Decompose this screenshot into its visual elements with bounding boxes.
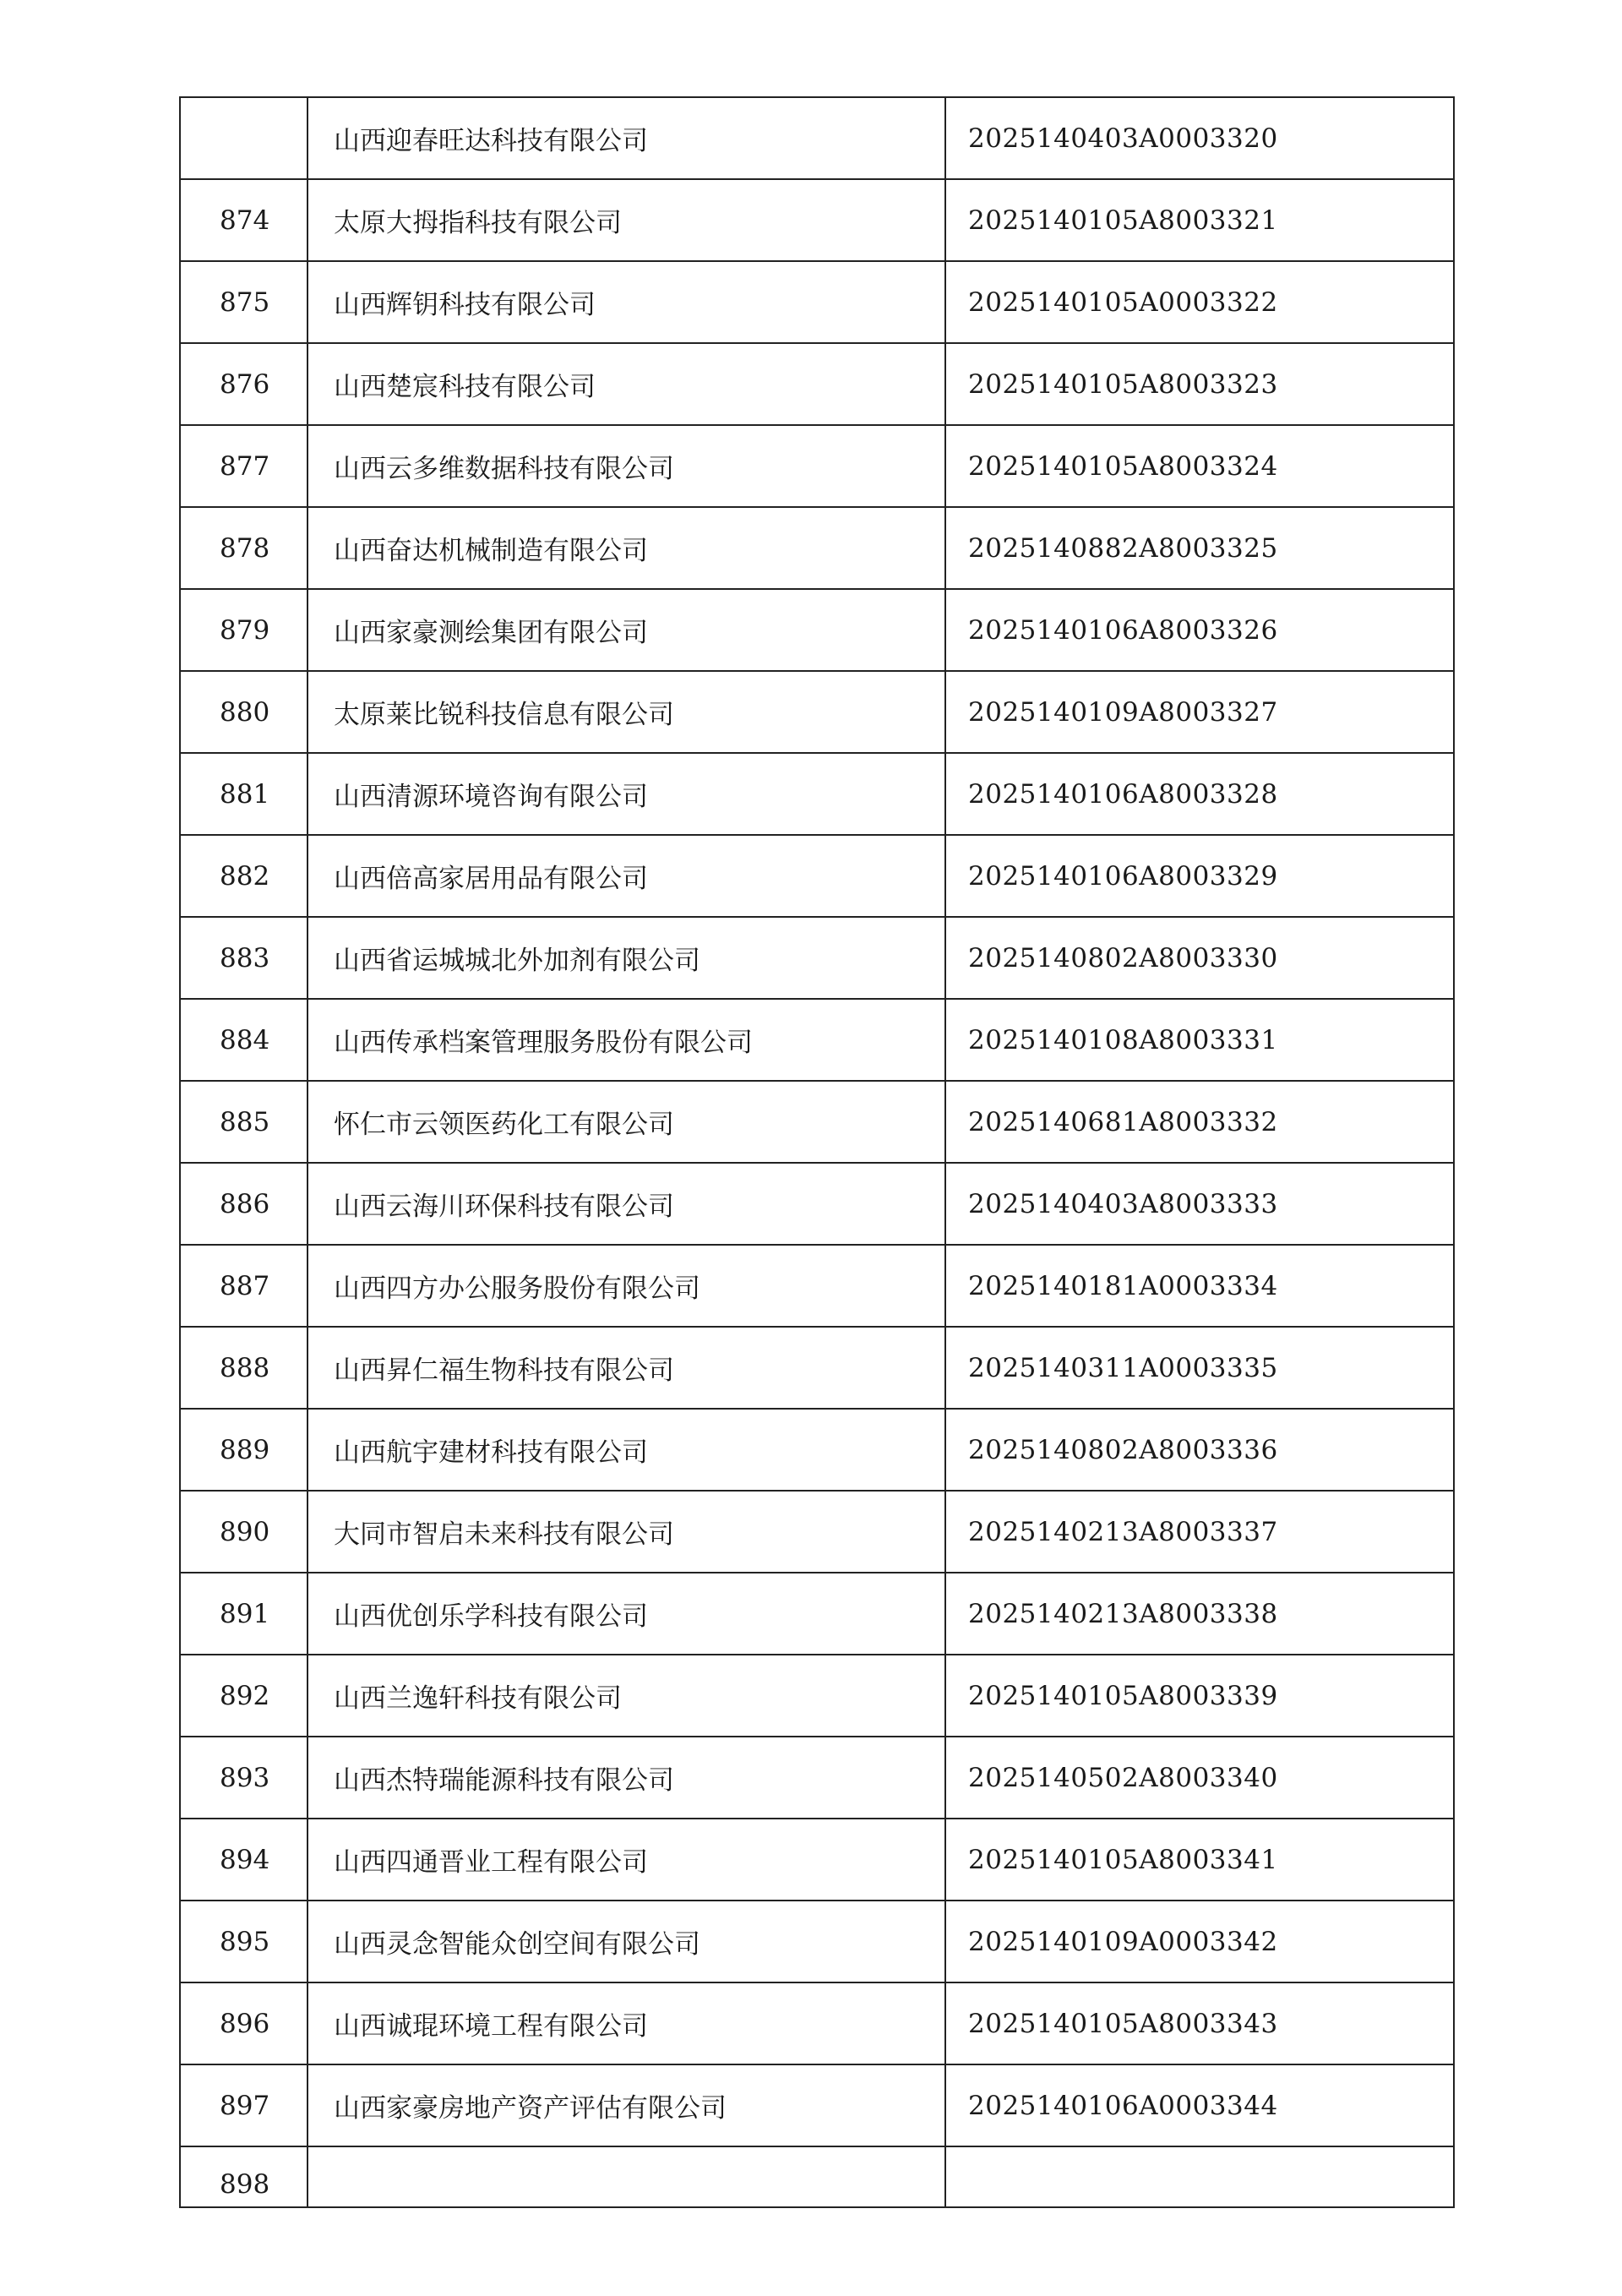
registration-code: 2025140802A8003330	[945, 917, 1454, 999]
registration-code: 2025140311A0003335	[945, 1327, 1454, 1409]
registration-code: 2025140106A8003329	[945, 835, 1454, 917]
registration-code: 2025140105A8003323	[945, 343, 1454, 425]
table-row	[180, 1655, 1454, 1737]
registration-code	[945, 2146, 1454, 2207]
company-name: 怀仁市云领医药化工有限公司	[308, 1081, 945, 1163]
company-name: 山西四方办公服务股份有限公司	[308, 1245, 945, 1327]
table-row	[180, 179, 1454, 261]
registration-code: 2025140109A0003342	[945, 1901, 1454, 1982]
registration-code: 2025140105A8003321	[945, 179, 1454, 261]
row-number: 877	[180, 425, 308, 507]
row-number: 897	[180, 2064, 308, 2146]
registration-code: 2025140105A8003324	[945, 425, 1454, 507]
row-number: 894	[180, 1819, 308, 1901]
table-row	[180, 343, 1454, 425]
registration-code: 2025140403A8003333	[945, 1163, 1454, 1245]
registration-code: 2025140105A0003322	[945, 261, 1454, 343]
company-name: 山西昇仁福生物科技有限公司	[308, 1327, 945, 1409]
table-row	[180, 835, 1454, 917]
table-row	[180, 2064, 1454, 2146]
row-number: 885	[180, 1081, 308, 1163]
registration-code: 2025140105A8003343	[945, 1982, 1454, 2064]
company-name	[308, 2146, 945, 2207]
row-number: 889	[180, 1409, 308, 1491]
table-row	[180, 999, 1454, 1081]
row-number: 876	[180, 343, 308, 425]
registration-code: 2025140106A0003344	[945, 2064, 1454, 2146]
table-row	[180, 1163, 1454, 1245]
table-row	[180, 1573, 1454, 1655]
row-number: 879	[180, 589, 308, 671]
row-number: 881	[180, 753, 308, 835]
row-number: 882	[180, 835, 308, 917]
registration-code: 2025140105A8003341	[945, 1819, 1454, 1901]
table-row	[180, 425, 1454, 507]
company-name: 山西优创乐学科技有限公司	[308, 1573, 945, 1655]
registration-code: 2025140403A0003320	[945, 97, 1454, 179]
table-body	[180, 97, 1454, 2207]
table-row	[180, 97, 1454, 179]
row-number: 874	[180, 179, 308, 261]
company-name: 山西奋达机械制造有限公司	[308, 507, 945, 589]
registration-code: 2025140109A8003327	[945, 671, 1454, 753]
registration-code: 2025140105A8003339	[945, 1655, 1454, 1737]
row-number: 888	[180, 1327, 308, 1409]
registration-code: 2025140502A8003340	[945, 1737, 1454, 1819]
row-number: 878	[180, 507, 308, 589]
registration-code: 2025140213A8003337	[945, 1491, 1454, 1573]
registration-code: 2025140681A8003332	[945, 1081, 1454, 1163]
table-row	[180, 1737, 1454, 1819]
table-row	[180, 917, 1454, 999]
row-number: 892	[180, 1655, 308, 1737]
row-number: 890	[180, 1491, 308, 1573]
company-name: 山西迎春旺达科技有限公司	[308, 97, 945, 179]
registration-code: 2025140213A8003338	[945, 1573, 1454, 1655]
table-row	[180, 1819, 1454, 1901]
table-row	[180, 2146, 1454, 2207]
company-name: 山西杰特瑞能源科技有限公司	[308, 1737, 945, 1819]
row-number: 893	[180, 1737, 308, 1819]
company-name: 山西航宇建材科技有限公司	[308, 1409, 945, 1491]
company-name: 山西省运城城北外加剂有限公司	[308, 917, 945, 999]
table-row	[180, 261, 1454, 343]
registration-code: 2025140802A8003336	[945, 1409, 1454, 1491]
company-name: 山西灵念智能众创空间有限公司	[308, 1901, 945, 1982]
row-number: 896	[180, 1982, 308, 2064]
table-row	[180, 1409, 1454, 1491]
company-name: 山西楚宸科技有限公司	[308, 343, 945, 425]
row-number: 895	[180, 1901, 308, 1982]
row-number: 887	[180, 1245, 308, 1327]
row-number: 891	[180, 1573, 308, 1655]
company-name: 山西清源环境咨询有限公司	[308, 753, 945, 835]
company-name: 大同市智启未来科技有限公司	[308, 1491, 945, 1573]
row-number	[180, 97, 308, 179]
registration-code: 2025140108A8003331	[945, 999, 1454, 1081]
company-name: 太原莱比锐科技信息有限公司	[308, 671, 945, 753]
table-row	[180, 1982, 1454, 2064]
row-number: 875	[180, 261, 308, 343]
registration-code: 2025140882A8003325	[945, 507, 1454, 589]
table-row	[180, 1901, 1454, 1982]
company-registry-table	[179, 96, 1455, 2208]
company-name: 山西倍高家居用品有限公司	[308, 835, 945, 917]
registration-code: 2025140106A8003326	[945, 589, 1454, 671]
table-row	[180, 671, 1454, 753]
row-number: 884	[180, 999, 308, 1081]
registration-code: 2025140181A0003334	[945, 1245, 1454, 1327]
table-row	[180, 1081, 1454, 1163]
company-name: 山西传承档案管理服务股份有限公司	[308, 999, 945, 1081]
company-name: 山西四通晋业工程有限公司	[308, 1819, 945, 1901]
company-name: 山西云海川环保科技有限公司	[308, 1163, 945, 1245]
company-name: 山西家豪房地产资产评估有限公司	[308, 2064, 945, 2146]
row-number: 886	[180, 1163, 308, 1245]
row-number: 880	[180, 671, 308, 753]
company-name: 山西家豪测绘集团有限公司	[308, 589, 945, 671]
table-row	[180, 1245, 1454, 1327]
company-name: 山西辉钥科技有限公司	[308, 261, 945, 343]
table-row	[180, 589, 1454, 671]
company-name: 太原大拇指科技有限公司	[308, 179, 945, 261]
row-number: 898	[180, 2146, 308, 2207]
table-row	[180, 1491, 1454, 1573]
table-row	[180, 507, 1454, 589]
table-row	[180, 753, 1454, 835]
row-number: 883	[180, 917, 308, 999]
table-row	[180, 1327, 1454, 1409]
company-name: 山西诚琨环境工程有限公司	[308, 1982, 945, 2064]
company-name: 山西云多维数据科技有限公司	[308, 425, 945, 507]
company-name: 山西兰逸轩科技有限公司	[308, 1655, 945, 1737]
registration-code: 2025140106A8003328	[945, 753, 1454, 835]
